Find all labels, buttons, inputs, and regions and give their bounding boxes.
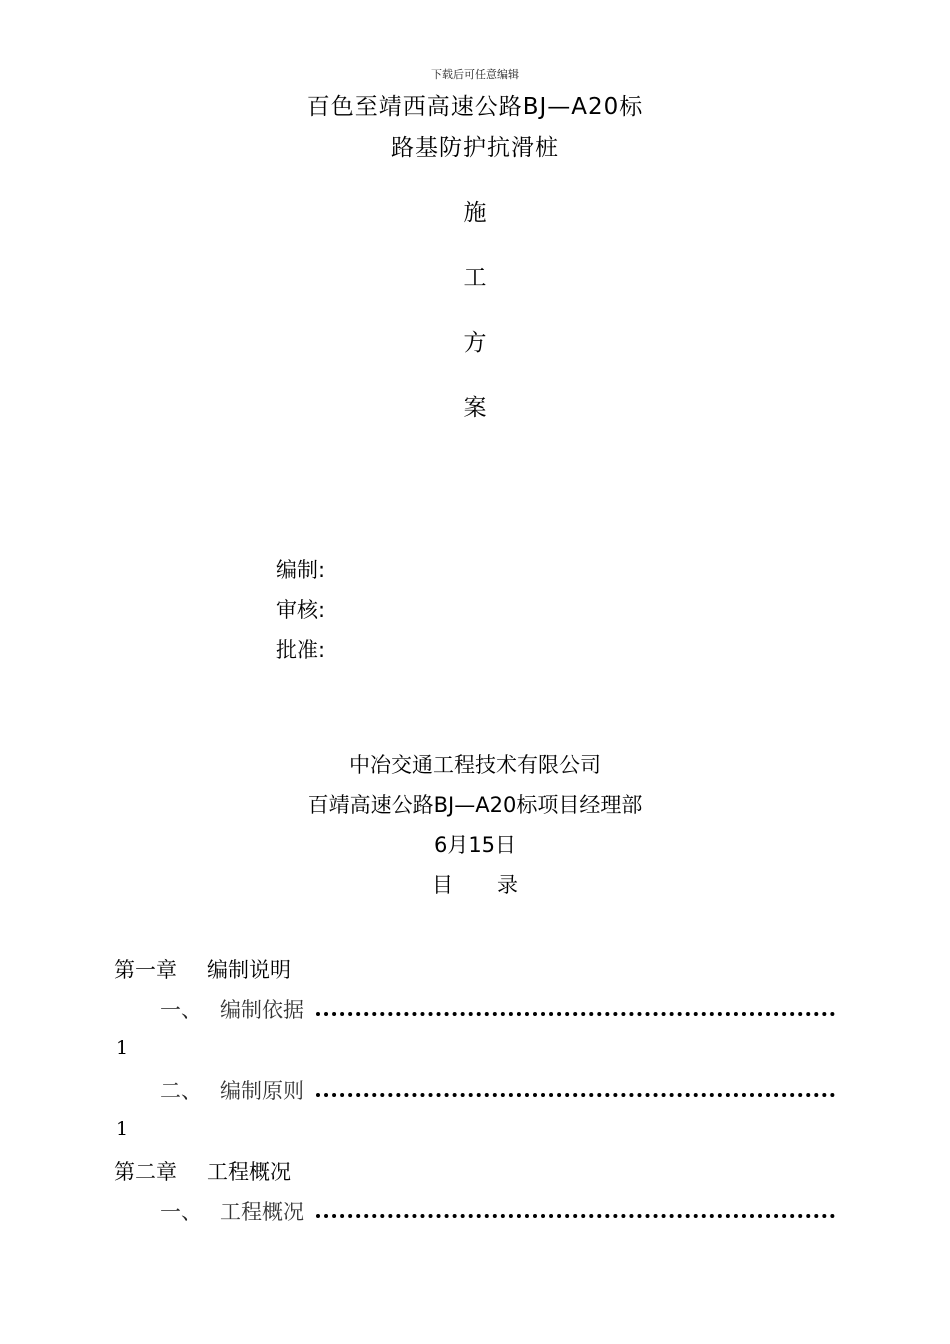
document-title: 百色至靖西高速公路BJ—A20标 <box>306 94 644 120</box>
chapter-title: 工程概况 <box>207 1160 291 1184</box>
toc-chapter[interactable] <box>114 1156 291 1186</box>
dot-leader <box>316 1210 835 1218</box>
entry-title: 工程概况 <box>220 1200 304 1224</box>
entry-title: 编制依据 <box>220 998 304 1022</box>
dot-leader <box>316 1089 835 1097</box>
toc-chapter[interactable] <box>114 954 291 984</box>
toc-entry[interactable] <box>160 1196 835 1226</box>
toc-entry[interactable] <box>160 1075 835 1105</box>
entry-number: 一、 <box>160 1200 202 1224</box>
document-date: 6月15日 <box>433 833 517 857</box>
entry-page-number: 1 <box>116 1037 129 1059</box>
department-name: 百靖高速公路BJ—A20标项目经理部 <box>307 793 643 817</box>
vertical-title-char: 施 <box>463 200 487 226</box>
vertical-title-char: 工 <box>463 265 487 291</box>
entry-number: 一、 <box>160 998 202 1022</box>
chapter-number: 第一章 <box>114 958 177 982</box>
entry-number: 二、 <box>160 1079 202 1103</box>
entry-page-number: 1 <box>116 1118 129 1140</box>
toc-title <box>0 869 950 899</box>
vertical-title-char: 方 <box>463 330 487 356</box>
approved-by-label: 批准: <box>276 638 326 662</box>
toc-title-right: 录 <box>497 873 518 897</box>
dot-leader <box>316 1008 835 1016</box>
chapter-title: 编制说明 <box>207 958 291 982</box>
prepared-by-label: 编制: <box>276 558 326 582</box>
toc-entry[interactable] <box>160 994 835 1024</box>
watermark-text: 下载后可任意编辑 <box>431 68 519 81</box>
chapter-number: 第二章 <box>114 1160 177 1184</box>
entry-title: 编制原则 <box>220 1079 304 1103</box>
reviewed-by-label: 审核: <box>276 598 326 622</box>
organization-name: 中冶交通工程技术有限公司 <box>349 753 601 777</box>
vertical-title-char: 案 <box>463 395 487 421</box>
document-subtitle: 路基防护抗滑桩 <box>391 135 559 161</box>
toc-title-left: 目 <box>432 873 453 897</box>
